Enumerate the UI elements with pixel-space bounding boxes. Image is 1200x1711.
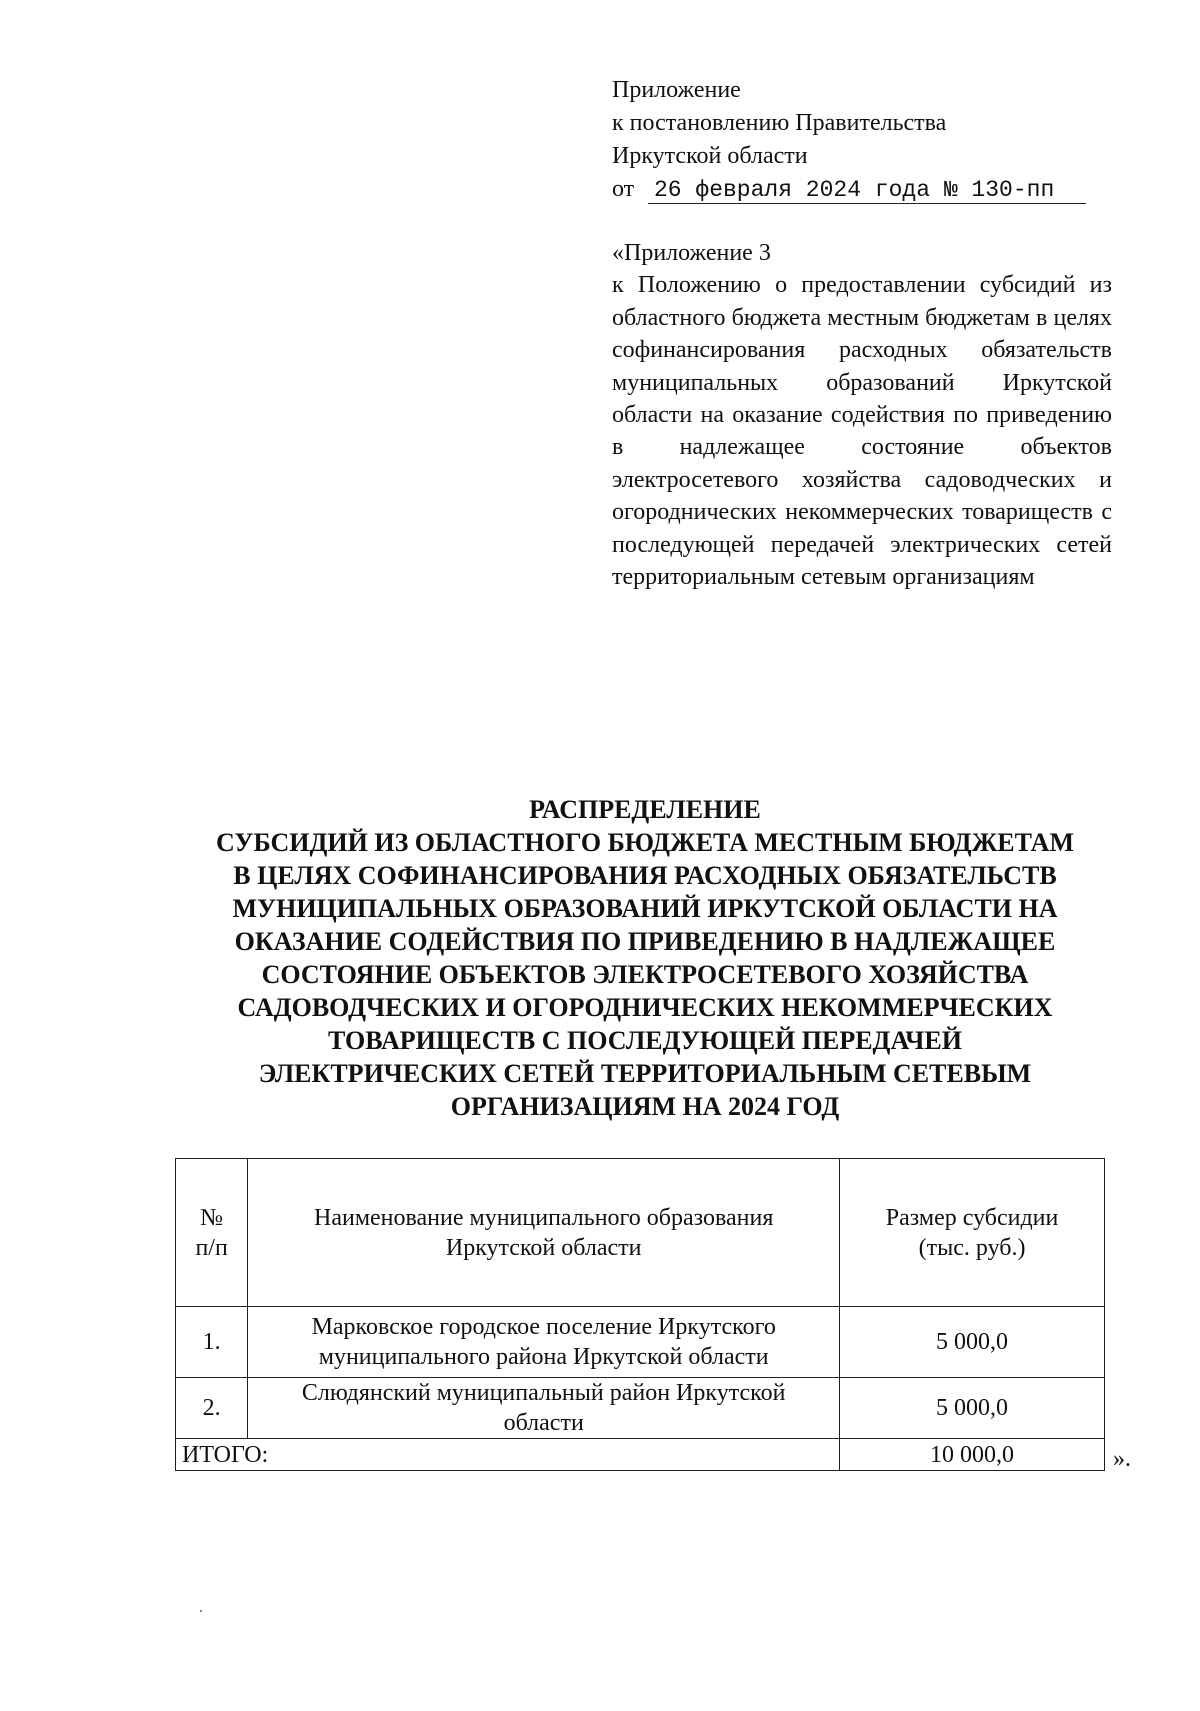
annex-first-line: «Приложение 3 [612,240,771,266]
row-number: 2. [176,1378,248,1439]
scan-speck [200,1610,202,1612]
table-total-row [176,1439,1105,1471]
document-title [150,793,1140,1123]
header-line-2: к постановлению Правительства [612,110,947,136]
title-line: В ЦЕЛЯХ СОФИНАНСИРОВАНИЯ РАСХОДНЫХ ОБЯЗАТЕЛЬСТВ [233,861,1057,890]
subsidy-table [175,1158,1105,1471]
total-label: ИТОГО: [176,1439,840,1471]
header-line-1: Приложение [612,77,741,103]
header-municipality: Наименование муниципального образования Иркутской области [248,1159,840,1307]
annex-body: к Положению о предоставлении субсидий из областного бюджета местным бюджетам в целях софинансирования расходных обязательств муниципальных образований Иркутской области на оказание содействия по приведению в надлежащее состояние объектов электросетевого хозяйства садоводческих и огороднических некоммерческих товариществ с последующей передачей электрических сетей территориальным сетевым организациям [612,272,1112,591]
table-header-row [176,1159,1105,1307]
row-amount: 5 000,0 [840,1378,1105,1439]
title-line: РАСПРЕДЕЛЕНИЕ [529,795,761,824]
date-prefix: от [612,176,635,202]
title-line: СОСТОЯНИЕ ОБЪЕКТОВ ЭЛЕКТРОСЕТЕВОГО ХОЗЯЙСТВА [261,960,1029,989]
title-line: СУБСИДИЙ ИЗ ОБЛАСТНОГО БЮДЖЕТА МЕСТНЫМ БЮДЖЕТАМ [216,828,1074,857]
closing-quote: ». [1113,1446,1131,1472]
header-number: № п/п [176,1159,248,1307]
row-municipality: Слюдянский муниципальный район Иркутской области [248,1378,840,1439]
title-line: МУНИЦИПАЛЬНЫХ ОБРАЗОВАНИЙ ИРКУТСКОЙ ОБЛАСТИ НА [232,894,1058,923]
title-line: ОРГАНИЗАЦИЯМ НА 2024 ГОД [450,1092,840,1121]
title-line: САДОВОДЧЕСКИХ И ОГОРОДНИЧЕСКИХ НЕКОММЕРЧЕСКИХ [237,993,1053,1022]
title-line: ЭЛЕКТРИЧЕСКИХ СЕТЕЙ ТЕРРИТОРИАЛЬНЫМ СЕТЕВЫМ [258,1059,1032,1088]
table-row [176,1378,1105,1439]
header-line-3: Иркутской области [612,143,808,169]
row-municipality: Марковское городское поселение Иркутского муниципального района Иркутской области [248,1307,840,1378]
header-amount: Размер субсидии (тыс. руб.) [840,1159,1105,1307]
header-date-line [612,173,1112,207]
date-value: 26 февраля 2024 года № 130-пп [648,177,1086,204]
annex-reference [612,237,1112,593]
title-line: ТОВАРИЩЕСТВ С ПОСЛЕДУЮЩЕЙ ПЕРЕДАЧЕЙ [328,1026,962,1055]
approval-header [612,74,1112,207]
total-amount: 10 000,0 [840,1439,1105,1471]
row-number: 1. [176,1307,248,1378]
title-line: ОКАЗАНИЕ СОДЕЙСТВИЯ ПО ПРИВЕДЕНИЮ В НАДЛЕЖАЩЕЕ [234,927,1056,956]
row-amount: 5 000,0 [840,1307,1105,1378]
table-row [176,1307,1105,1378]
